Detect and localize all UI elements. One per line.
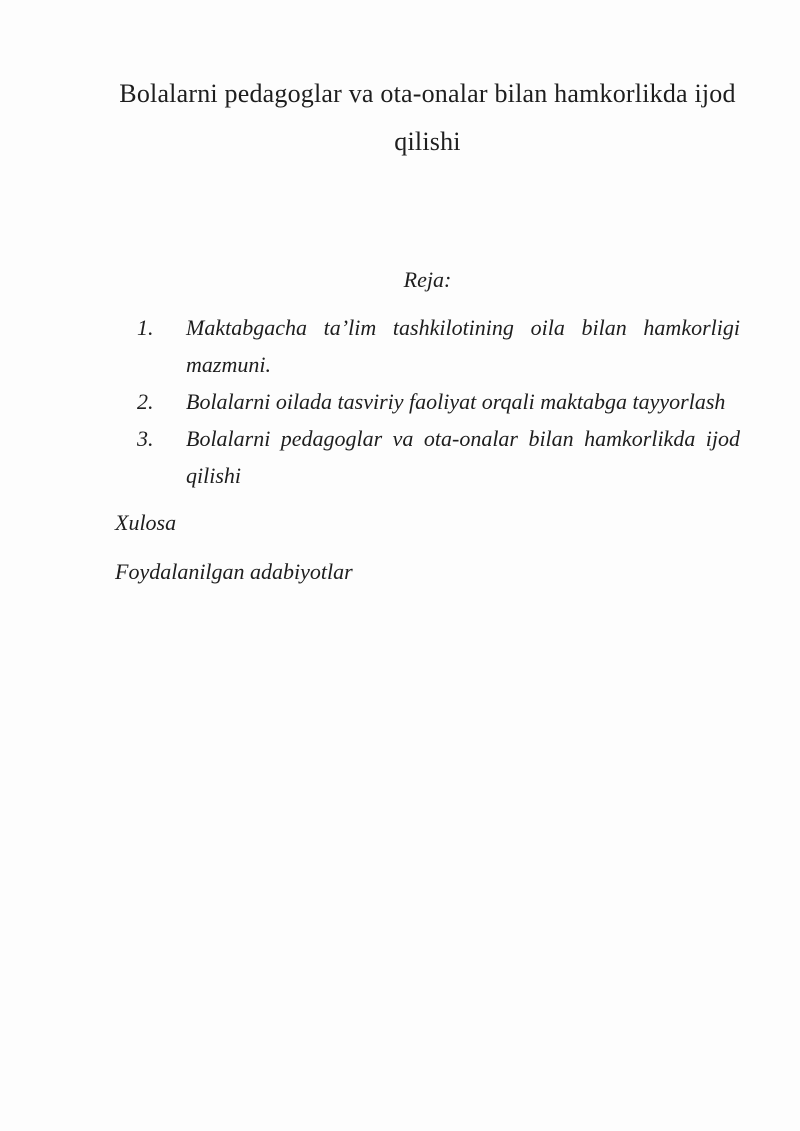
plan-item-1-number: 1.: [137, 315, 154, 340]
plan-item-2-number: 2.: [137, 389, 154, 414]
plan-item-2: [137, 383, 740, 420]
references-label: Foydalanilgan adabiyotlar: [115, 559, 353, 584]
conclusion-label: Xulosa: [115, 510, 177, 535]
plan-heading: Reja:: [403, 267, 452, 292]
plan-item-3: [137, 420, 740, 494]
plan-item-3-number: 3.: [137, 426, 154, 451]
plan-item-2-text: Bolalarni oilada tasviriy faoliyat orqali maktabga tayyorlash: [186, 389, 726, 414]
plan-item-1: [137, 309, 740, 383]
document-title: Bolalarni pedagoglar va ota-onalar bilan hamkorlikda ijod qilishi: [119, 79, 736, 156]
page-content: [115, 0, 740, 590]
plan-item-1-text: Maktabgacha ta’lim tashkilotining oila bilan hamkorligi mazmuni.: [186, 315, 740, 377]
plan-list: [115, 309, 740, 494]
plan-item-3-text: Bolalarni pedagoglar va ota-onalar bilan hamkorlikda ijod qilishi: [186, 426, 740, 488]
